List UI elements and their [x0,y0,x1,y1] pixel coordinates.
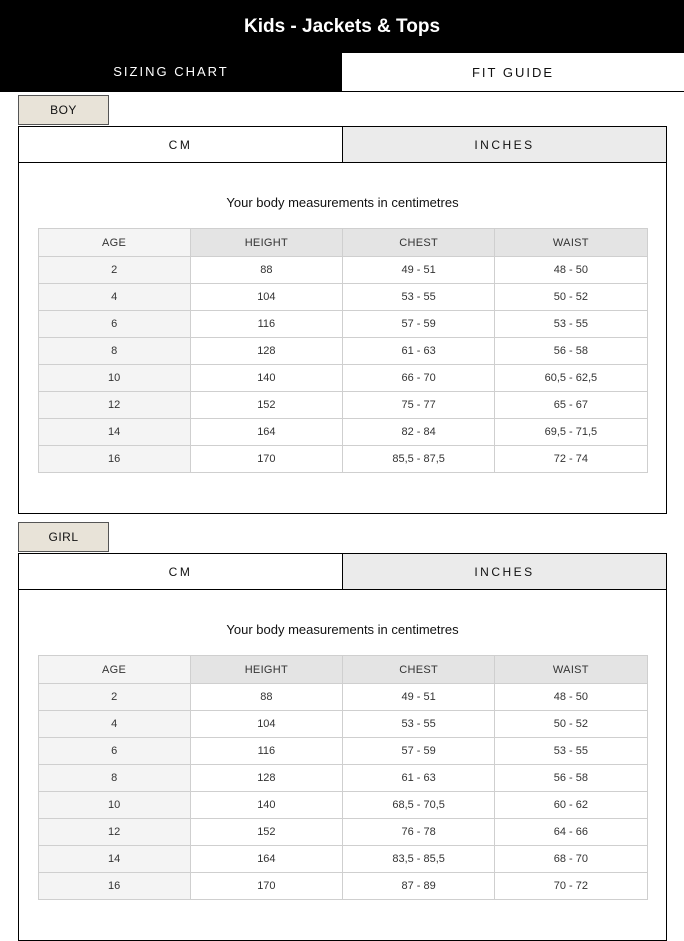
table-row [38,257,647,284]
tab-sizing-chart[interactable]: SIZING CHART [0,52,342,91]
cell-height: 88 [190,684,342,711]
cell-waist: 53 - 55 [495,738,647,765]
cell-waist: 60 - 62 [495,792,647,819]
cell-age: 4 [38,711,190,738]
cell-chest: 87 - 89 [343,873,495,900]
cell-age: 2 [38,257,190,284]
cell-chest: 57 - 59 [343,311,495,338]
unit-tabs [19,127,666,163]
cell-waist: 64 - 66 [495,819,647,846]
top-tabs [0,52,684,92]
page-header [0,0,684,52]
cell-waist: 48 - 50 [495,684,647,711]
cell-waist: 53 - 55 [495,311,647,338]
column-header-chest: CHEST [343,229,495,257]
cell-height: 104 [190,284,342,311]
table-row [38,419,647,446]
cell-waist: 50 - 52 [495,284,647,311]
cell-age: 16 [38,446,190,473]
size-table [38,228,648,473]
cell-height: 152 [190,392,342,419]
girl-section [18,522,667,941]
page-title: Kids - Jackets & Tops [243,16,441,37]
table-row [38,711,647,738]
column-header-chest: CHEST [343,656,495,684]
table-row [38,338,647,365]
cell-chest: 83,5 - 85,5 [343,846,495,873]
cell-waist: 72 - 74 [495,446,647,473]
size-table [38,655,648,900]
cell-chest: 75 - 77 [343,392,495,419]
cell-waist: 60,5 - 62,5 [495,365,647,392]
column-header-height: HEIGHT [190,229,342,257]
column-header-height: HEIGHT [190,656,342,684]
tab-inches[interactable]: INCHES [343,554,666,590]
boy-section [18,95,667,514]
cell-height: 140 [190,792,342,819]
cell-waist: 68 - 70 [495,846,647,873]
column-header-waist: WAIST [495,229,647,257]
cell-waist: 70 - 72 [495,873,647,900]
cell-height: 164 [190,419,342,446]
boy-table-body [38,257,647,473]
table-row [38,311,647,338]
cell-chest: 49 - 51 [343,684,495,711]
cell-height: 152 [190,819,342,846]
tab-inches[interactable]: INCHES [343,127,666,163]
cell-age: 10 [38,792,190,819]
boy-size-panel [18,126,667,514]
cell-age: 16 [38,873,190,900]
table-row [38,738,647,765]
cell-waist: 56 - 58 [495,765,647,792]
cell-chest: 66 - 70 [343,365,495,392]
cell-chest: 57 - 59 [343,738,495,765]
girl-size-panel [18,553,667,941]
cell-height: 140 [190,365,342,392]
cell-age: 6 [38,738,190,765]
cell-height: 88 [190,257,342,284]
cell-chest: 53 - 55 [343,711,495,738]
cell-age: 12 [38,819,190,846]
table-row [38,819,647,846]
cell-waist: 69,5 - 71,5 [495,419,647,446]
cell-height: 116 [190,311,342,338]
cell-height: 128 [190,765,342,792]
cell-age: 14 [38,846,190,873]
gender-tab-boy[interactable]: BOY [18,95,109,125]
tab-fit-guide[interactable]: FIT GUIDE [342,52,684,91]
tab-cm[interactable]: CM [19,554,343,590]
girl-table-body [38,684,647,900]
cell-chest: 82 - 84 [343,419,495,446]
unit-tabs [19,554,666,590]
table-header-row [38,656,647,684]
cell-age: 14 [38,419,190,446]
table-row [38,765,647,792]
measurements-caption: Your body measurements in centimetres [226,195,459,210]
table-row [38,446,647,473]
cell-age: 8 [38,765,190,792]
tab-cm[interactable]: CM [19,127,343,163]
cell-waist: 48 - 50 [495,257,647,284]
cell-age: 6 [38,311,190,338]
cell-height: 128 [190,338,342,365]
cell-height: 104 [190,711,342,738]
column-header-age: AGE [38,656,190,684]
cell-waist: 65 - 67 [495,392,647,419]
cell-chest: 76 - 78 [343,819,495,846]
table-row [38,684,647,711]
table-row [38,365,647,392]
cell-chest: 85,5 - 87,5 [343,446,495,473]
cell-age: 12 [38,392,190,419]
cell-chest: 61 - 63 [343,765,495,792]
measurements-caption: Your body measurements in centimetres [226,622,459,637]
cell-waist: 56 - 58 [495,338,647,365]
cell-age: 4 [38,284,190,311]
cell-age: 8 [38,338,190,365]
cell-chest: 53 - 55 [343,284,495,311]
gender-tab-girl[interactable]: GIRL [18,522,109,552]
cell-chest: 68,5 - 70,5 [343,792,495,819]
cell-chest: 49 - 51 [343,257,495,284]
column-header-waist: WAIST [495,656,647,684]
table-row [38,284,647,311]
table-row [38,846,647,873]
cell-height: 164 [190,846,342,873]
cell-chest: 61 - 63 [343,338,495,365]
cell-height: 170 [190,446,342,473]
table-header-row [38,229,647,257]
cell-age: 2 [38,684,190,711]
cell-age: 10 [38,365,190,392]
cell-waist: 50 - 52 [495,711,647,738]
table-row [38,792,647,819]
cell-height: 170 [190,873,342,900]
column-header-age: AGE [38,229,190,257]
cell-height: 116 [190,738,342,765]
table-row [38,392,647,419]
table-row [38,873,647,900]
